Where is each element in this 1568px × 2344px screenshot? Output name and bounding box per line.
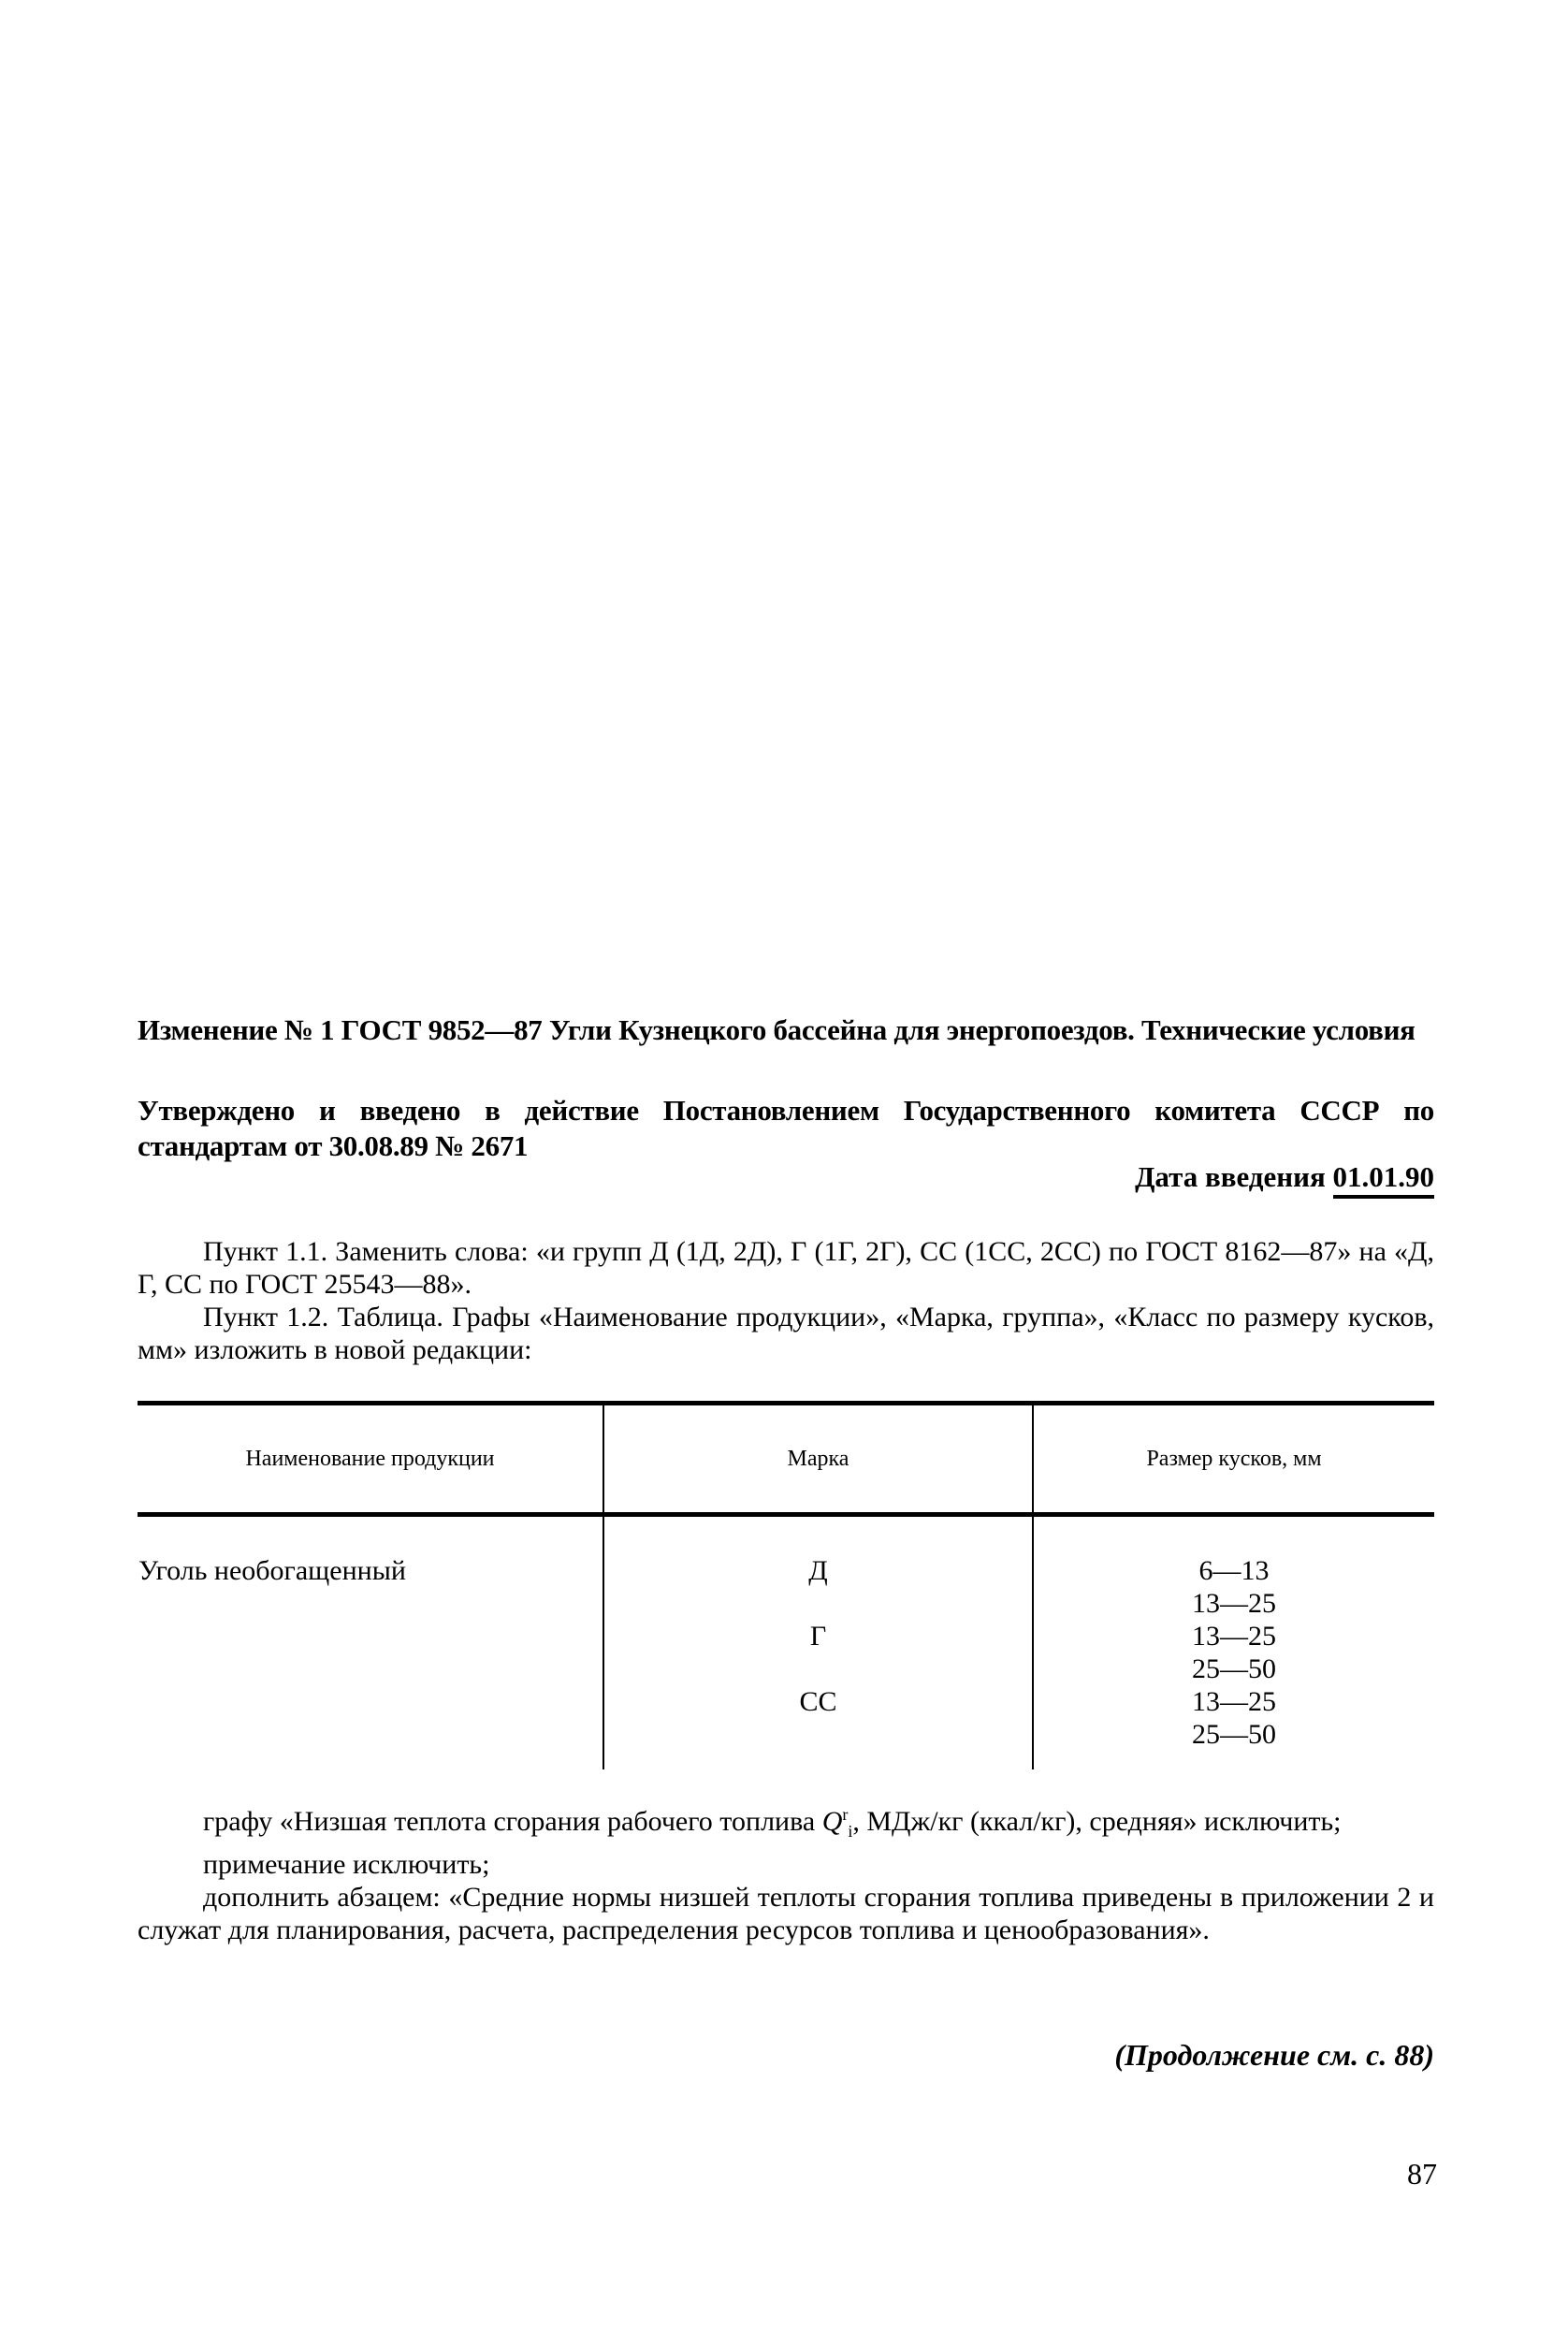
- size: 25—50: [1192, 1719, 1276, 1750]
- product-table: [138, 1401, 1434, 1769]
- text: графу «Низшая теплота сгорания рабочего топлива: [203, 1806, 822, 1837]
- q-sub: i: [848, 1822, 853, 1841]
- mark: Г: [809, 1621, 827, 1652]
- size: 6—13: [1198, 1555, 1270, 1586]
- cell-marks: [603, 1515, 1033, 1770]
- header-product: Наименование продукции: [138, 1404, 603, 1515]
- date-label: Дата введения: [1135, 1160, 1326, 1193]
- q-symbol: Q: [821, 1806, 843, 1837]
- date-value: 01.01.90: [1333, 1160, 1435, 1199]
- size: 13—25: [1192, 1588, 1276, 1619]
- amendment-paragraphs: [138, 1235, 1434, 1366]
- document-title: Изменение № 1 ГОСТ 9852—87 Угли Кузнецкого бассейна для энергопоездов. Технические условия: [138, 1013, 1416, 1046]
- cell-product: Уголь необогащенный: [138, 1555, 406, 1586]
- size: 13—25: [1192, 1686, 1276, 1717]
- continuation-note: (Продолжение см. с. 88): [1114, 2038, 1434, 2072]
- paragraph-1-1: Пункт 1.1. Заменить слова: «и групп Д (1Д, 2Д), Г (1Г, 2Г), СС (1СС, 2СС) по ГОСТ 8162—87» на «Д, Г, СС по ГОСТ 25543—88».: [138, 1236, 1434, 1300]
- mark: СС: [799, 1686, 837, 1717]
- table-row: [138, 1515, 1434, 1770]
- paragraph-note-remove: примечание исключить;: [203, 1849, 490, 1880]
- cell-sizes: [1033, 1515, 1434, 1770]
- header-size: Размер кусков, мм: [1033, 1404, 1434, 1515]
- table-header-row: [138, 1404, 1434, 1515]
- header-mark: Марка: [603, 1404, 1033, 1515]
- effective-date: [138, 1160, 1434, 1194]
- q-sup: r: [842, 1805, 849, 1824]
- approval-statement: Утверждено и введено в действие Постановлением Государственного комитета СССР по стандартам от 30.08.89 № 2671: [138, 1094, 1434, 1162]
- paragraph-1-2: Пункт 1.2. Таблица. Графы «Наименование продукции», «Марка, группа», «Класс по размеру кусков, мм» изложить в новой редакции:: [138, 1302, 1434, 1365]
- amendment-paragraphs-2: [138, 1798, 1434, 1946]
- page-number: 87: [1407, 2157, 1437, 2191]
- paragraph-column-remove: [138, 1798, 1434, 1848]
- text: , МДж/кг (ккал/кг), средняя» исключить;: [852, 1806, 1342, 1837]
- paragraph-addition: дополнить абзацем: «Средние нормы низшей теплоты сгорания топлива приведены в приложении 2 и служат для планирования, расчета, распределения ресурсов топлива и ценообразования».: [138, 1882, 1434, 1945]
- size: 13—25: [1192, 1621, 1276, 1652]
- size: 25—50: [1192, 1653, 1276, 1684]
- mark: Д: [808, 1555, 828, 1586]
